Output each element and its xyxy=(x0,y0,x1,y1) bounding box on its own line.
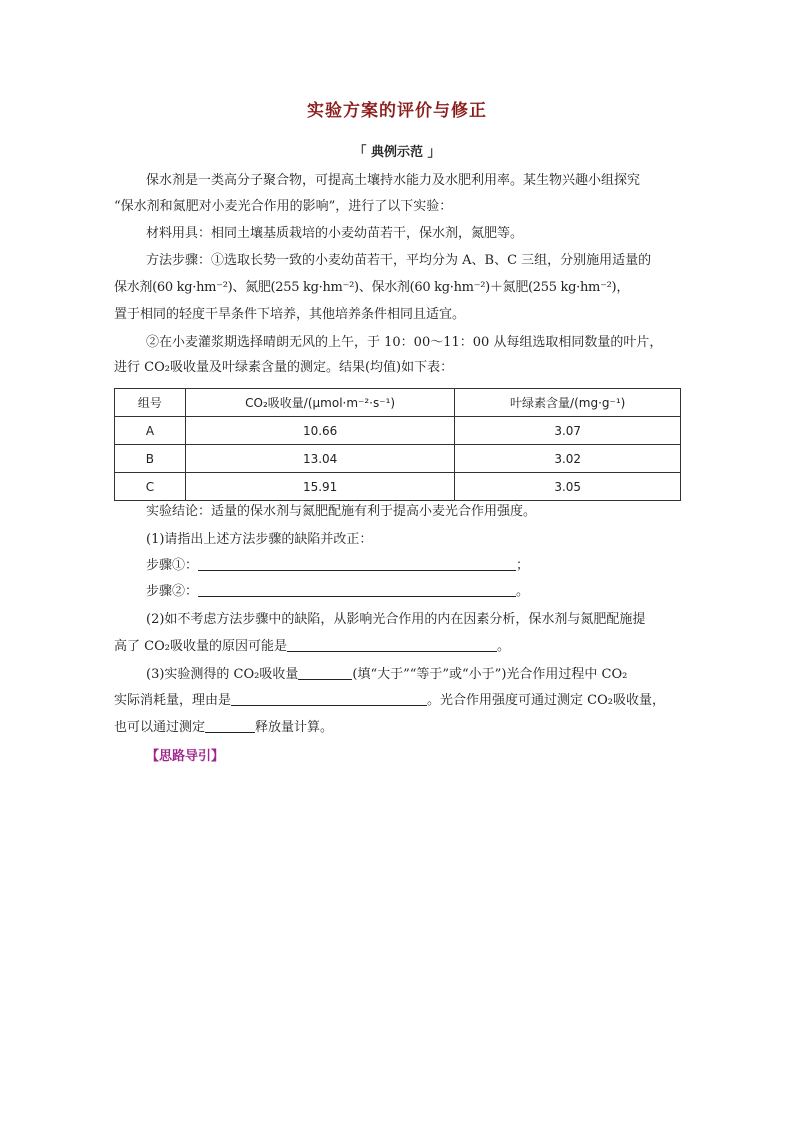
question-2-line-1: (2)如不考虑方法步骤中的缺陷，从影响光合作用的内在因素分析，保水剂与氮肥配施提 xyxy=(146,612,646,627)
table-cell: 3.05 xyxy=(455,473,681,501)
table-header: 组号 xyxy=(115,389,186,417)
table-header: 叶绿素含量/(mg·g⁻¹) xyxy=(455,389,681,417)
answer-blank-q2[interactable] xyxy=(287,638,497,652)
method-line-2: 保水剂(60 kg·hm⁻²)、氮肥(255 kg·hm⁻²)、保水剂(60 kg·hm⁻²)＋氮肥(255 kg·hm⁻²)， xyxy=(114,280,630,295)
intro-line-1: 保水剂是一类高分子聚合物，可提高土壤持水能力及水肥利用率。某生物兴趣小组探究 xyxy=(146,173,641,188)
table-row xyxy=(115,473,681,501)
guide-heading: 【思路导引】 xyxy=(146,749,225,764)
question-1-step-1 xyxy=(146,557,682,575)
step-2-end: 。 xyxy=(516,584,530,599)
answer-blank-step-1[interactable] xyxy=(198,557,516,571)
intro-line-2: “保水剂和氮肥对小麦光合作用的影响”，进行了以下实验： xyxy=(114,199,453,214)
answer-blank-q3-measure[interactable] xyxy=(205,719,255,733)
method-line-3: 置于相同的轻度干旱条件下培养，其他培养条件相同且适宜。 xyxy=(114,307,466,322)
q3-line3-start: 也可以通过测定 xyxy=(114,720,206,735)
method-line-4: ②在小麦灌浆期选择晴朗无风的上午，于 10：00～11：00 从每组选取相同数量的叶片， xyxy=(146,335,663,350)
q3-start: (3)实验测得的 CO₂吸收量 xyxy=(146,667,299,682)
section-subtitle: 「 典例示范 」 xyxy=(353,145,441,160)
table-cell: 3.02 xyxy=(455,445,681,473)
step-2-label: 步骤②： xyxy=(146,584,199,599)
conclusion-line: 实验结论：适量的保水剂与氮肥配施有利于提高小麦光合作用强度。 xyxy=(146,504,537,519)
page-title: 实验方案的评价与修正 xyxy=(307,101,487,121)
table-cell: C xyxy=(115,473,186,501)
question-1-step-2 xyxy=(146,583,682,601)
method-line-1: 方法步骤：①选取长势一致的小麦幼苗若干，平均分为 A、B、C 三组，分别施用适量的 xyxy=(146,253,652,268)
table-cell: 10.66 xyxy=(185,417,455,445)
table-row xyxy=(115,417,681,445)
answer-blank-step-2[interactable] xyxy=(198,583,516,597)
table-cell: 15.91 xyxy=(185,473,455,501)
step-1-label: 步骤①： xyxy=(146,558,199,573)
q3-line3-end: 释放量计算。 xyxy=(255,720,334,735)
table-header-row xyxy=(115,389,681,417)
table-cell: B xyxy=(115,445,186,473)
question-1-prompt: (1)请指出上述方法步骤的缺陷并改正： xyxy=(146,532,373,547)
answer-blank-q3-reason[interactable] xyxy=(231,692,427,706)
table-row xyxy=(115,445,681,473)
q3-reason-label: 实际消耗量，理由是 xyxy=(114,693,232,708)
question-2-line-2 xyxy=(114,638,682,656)
method-line-5: 进行 CO₂吸收量及叶绿素含量的测定。结果(均值)如下表： xyxy=(114,360,454,375)
table-cell: 13.04 xyxy=(185,445,455,473)
q3-middle: (填“大于”“等于”或“小于”)光合作用过程中 CO₂ xyxy=(352,667,628,682)
results-table xyxy=(114,388,681,501)
step-1-end: ； xyxy=(516,558,530,573)
answer-blank-q3-compare[interactable] xyxy=(298,666,352,680)
question-3-line-2 xyxy=(114,692,682,710)
q3-line2-end: 。光合作用强度可通过测定 CO₂吸收量， xyxy=(427,693,665,708)
table-cell: A xyxy=(115,417,186,445)
materials-line: 材料用具：相同土壤基质栽培的小麦幼苗若干，保水剂，氮肥等。 xyxy=(146,226,524,241)
table-header: CO₂吸收量/(μmol·m⁻²·s⁻¹) xyxy=(185,389,455,417)
question-3-line-3 xyxy=(114,719,682,737)
q2-end: 。 xyxy=(496,639,510,654)
question-3-line-1 xyxy=(146,666,682,684)
table-cell: 3.07 xyxy=(455,417,681,445)
q2-text: 高了 CO₂吸收量的原因可能是 xyxy=(114,639,287,654)
